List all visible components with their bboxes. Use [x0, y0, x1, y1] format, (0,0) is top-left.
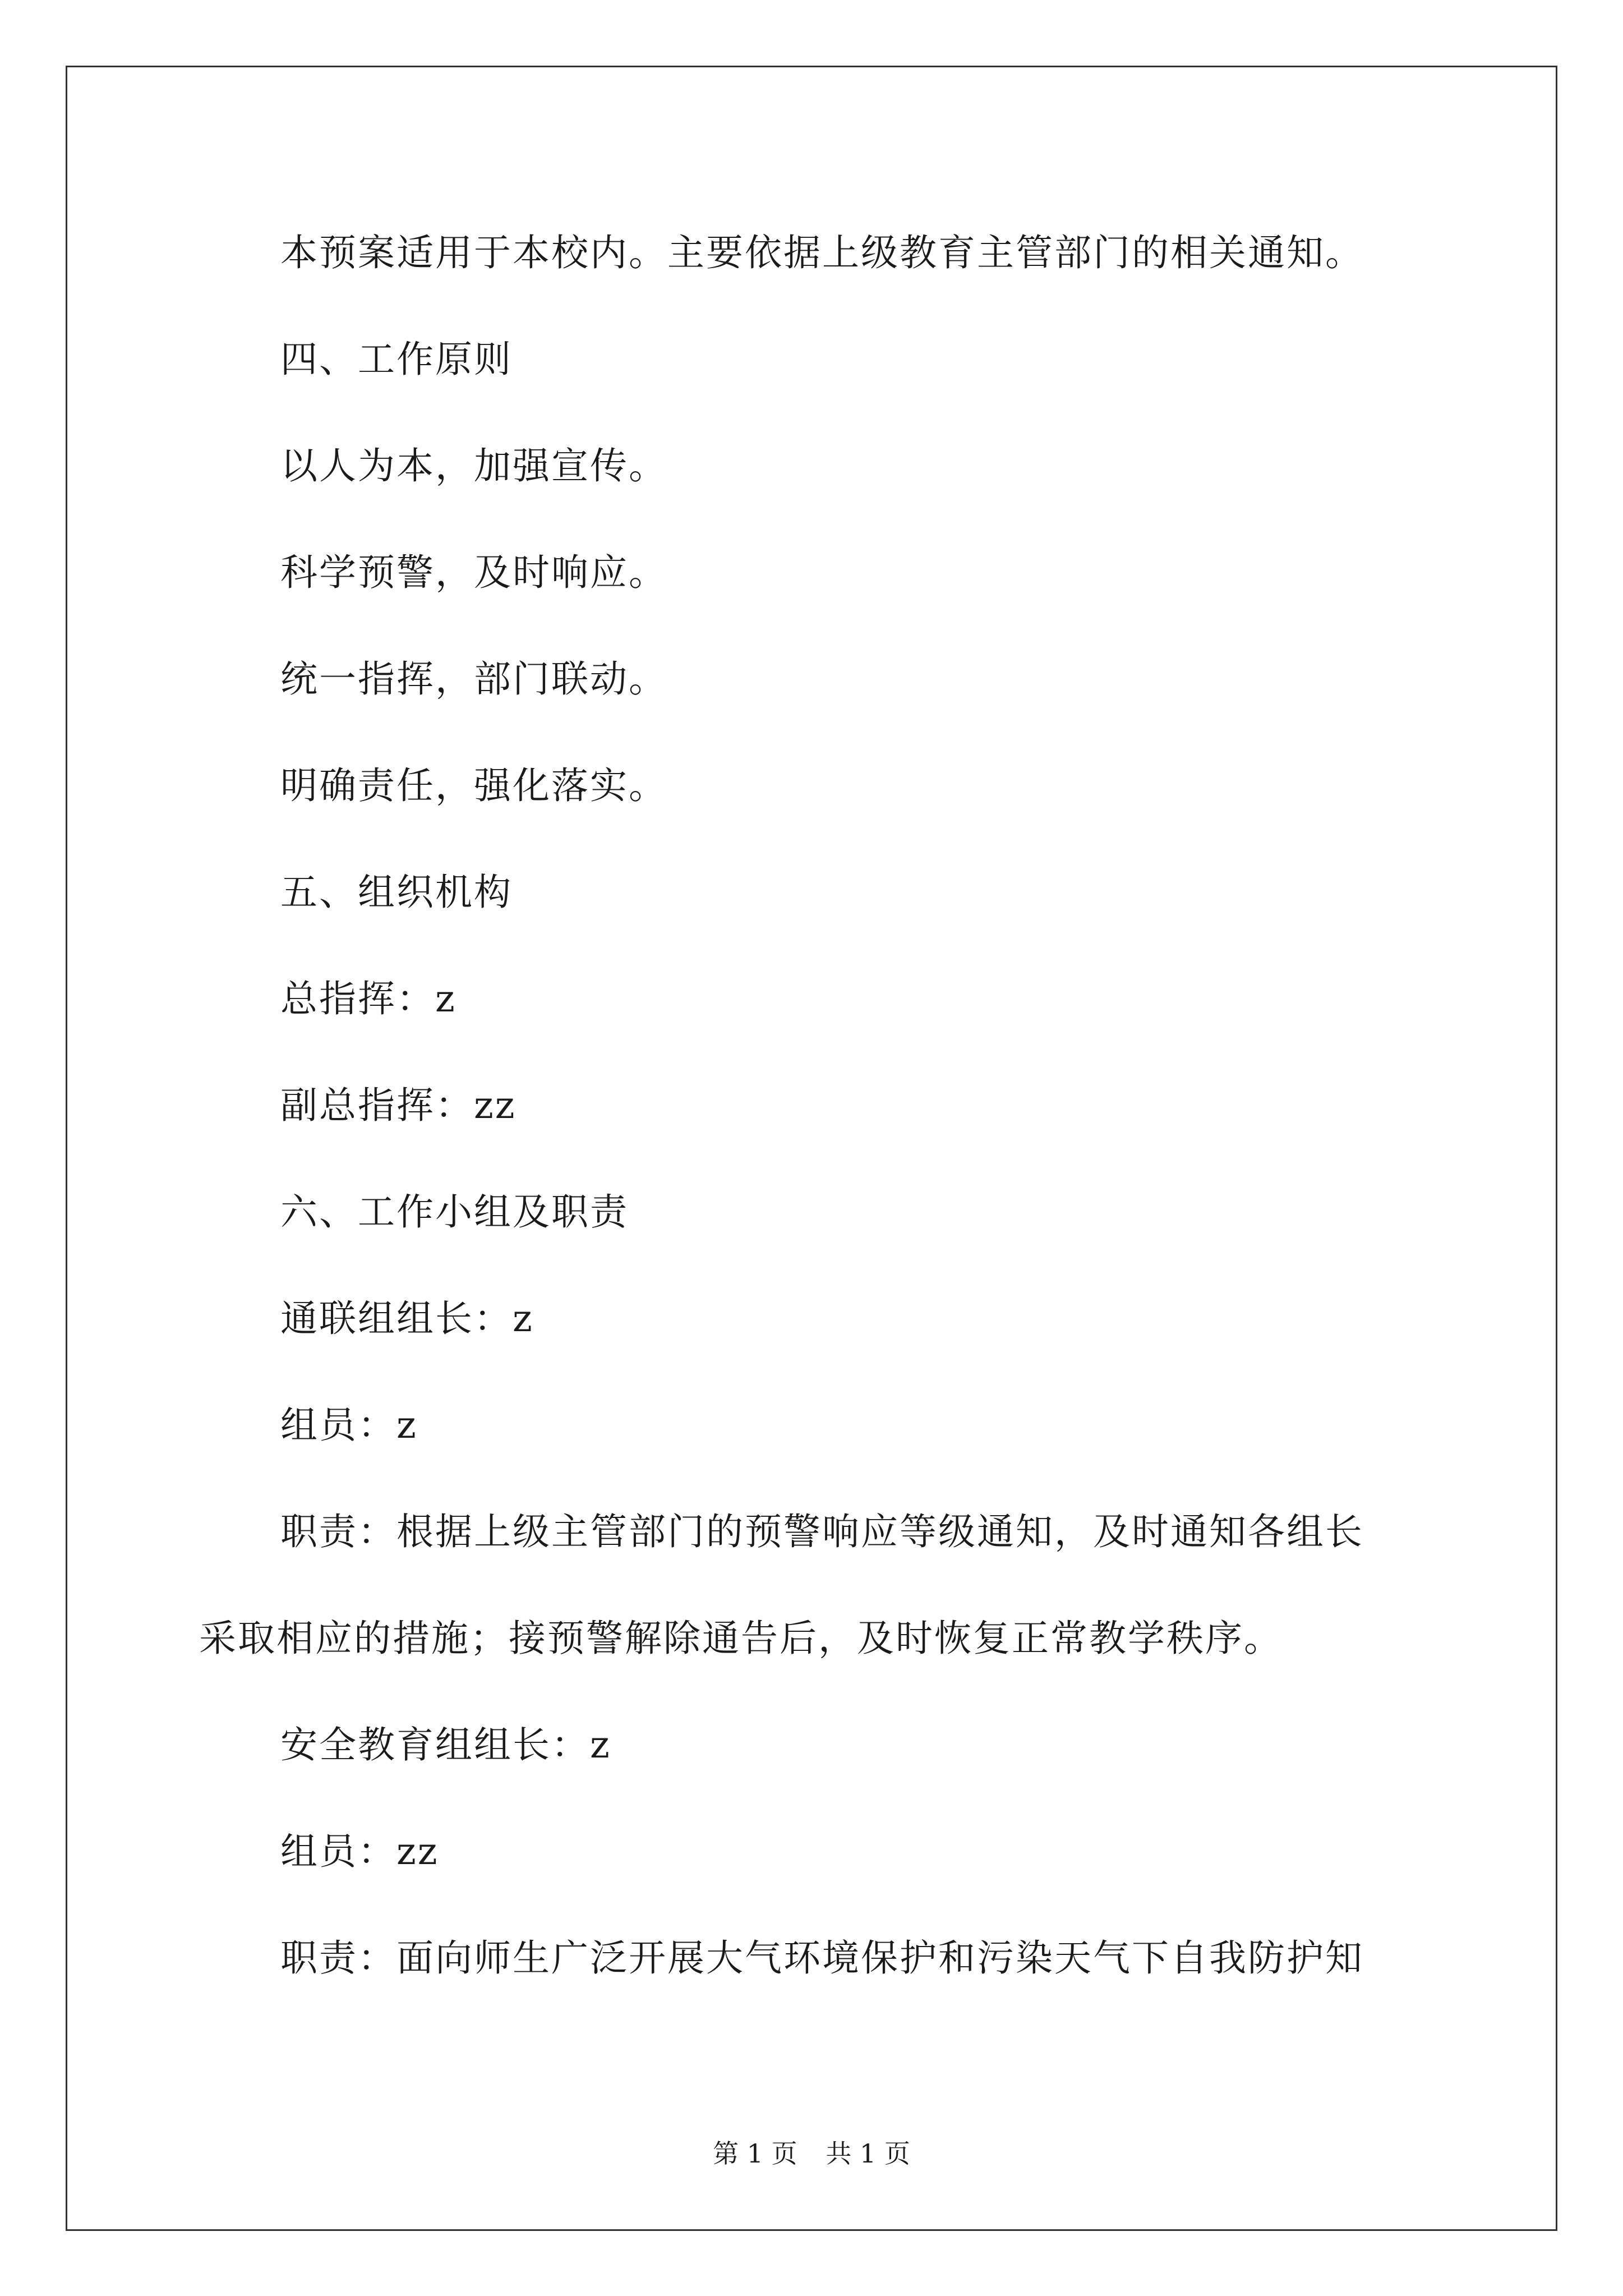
- education-group-leader: 安全教育组组长：z: [280, 1723, 611, 1766]
- liaison-group-members: 组员：z: [280, 1404, 418, 1447]
- chief-commander: 总指挥：z: [280, 977, 457, 1020]
- education-duties-line-1: 职责：面向师生广泛开展大气环境保护和污染天气下自我防护知: [280, 1936, 1364, 1980]
- education-group-members: 组员：zz: [280, 1830, 439, 1873]
- deputy-commander: 副总指挥：zz: [280, 1084, 517, 1127]
- page-total: 共 1 页: [826, 2138, 910, 2169]
- heading-work-principles: 四、工作原则: [280, 338, 513, 381]
- principle-4: 明确责任，强化落实。: [280, 764, 667, 807]
- liaison-duties-line-2: 采取相应的措施；接预警解除通告后，及时恢复正常教学秩序。: [199, 1617, 1283, 1660]
- principle-3: 统一指挥，部门联动。: [280, 657, 667, 701]
- page-border: [66, 66, 1557, 2231]
- paragraph-scope: 本预案适用于本校内。主要依据上级教育主管部门的相关通知。: [280, 231, 1364, 274]
- liaison-duties-line-1: 职责：根据上级主管部门的预警响应等级通知，及时通知各组长: [280, 1510, 1364, 1553]
- heading-organization: 五、组织机构: [280, 871, 513, 914]
- page-number: 第 1 页: [713, 2138, 797, 2169]
- liaison-group-leader: 通联组组长：z: [280, 1297, 534, 1340]
- principle-1: 以人为本，加强宣传。: [280, 444, 667, 487]
- page-footer: [0, 2133, 1623, 2170]
- heading-work-groups: 六、工作小组及职责: [280, 1190, 629, 1234]
- principle-2: 科学预警，及时响应。: [280, 551, 667, 594]
